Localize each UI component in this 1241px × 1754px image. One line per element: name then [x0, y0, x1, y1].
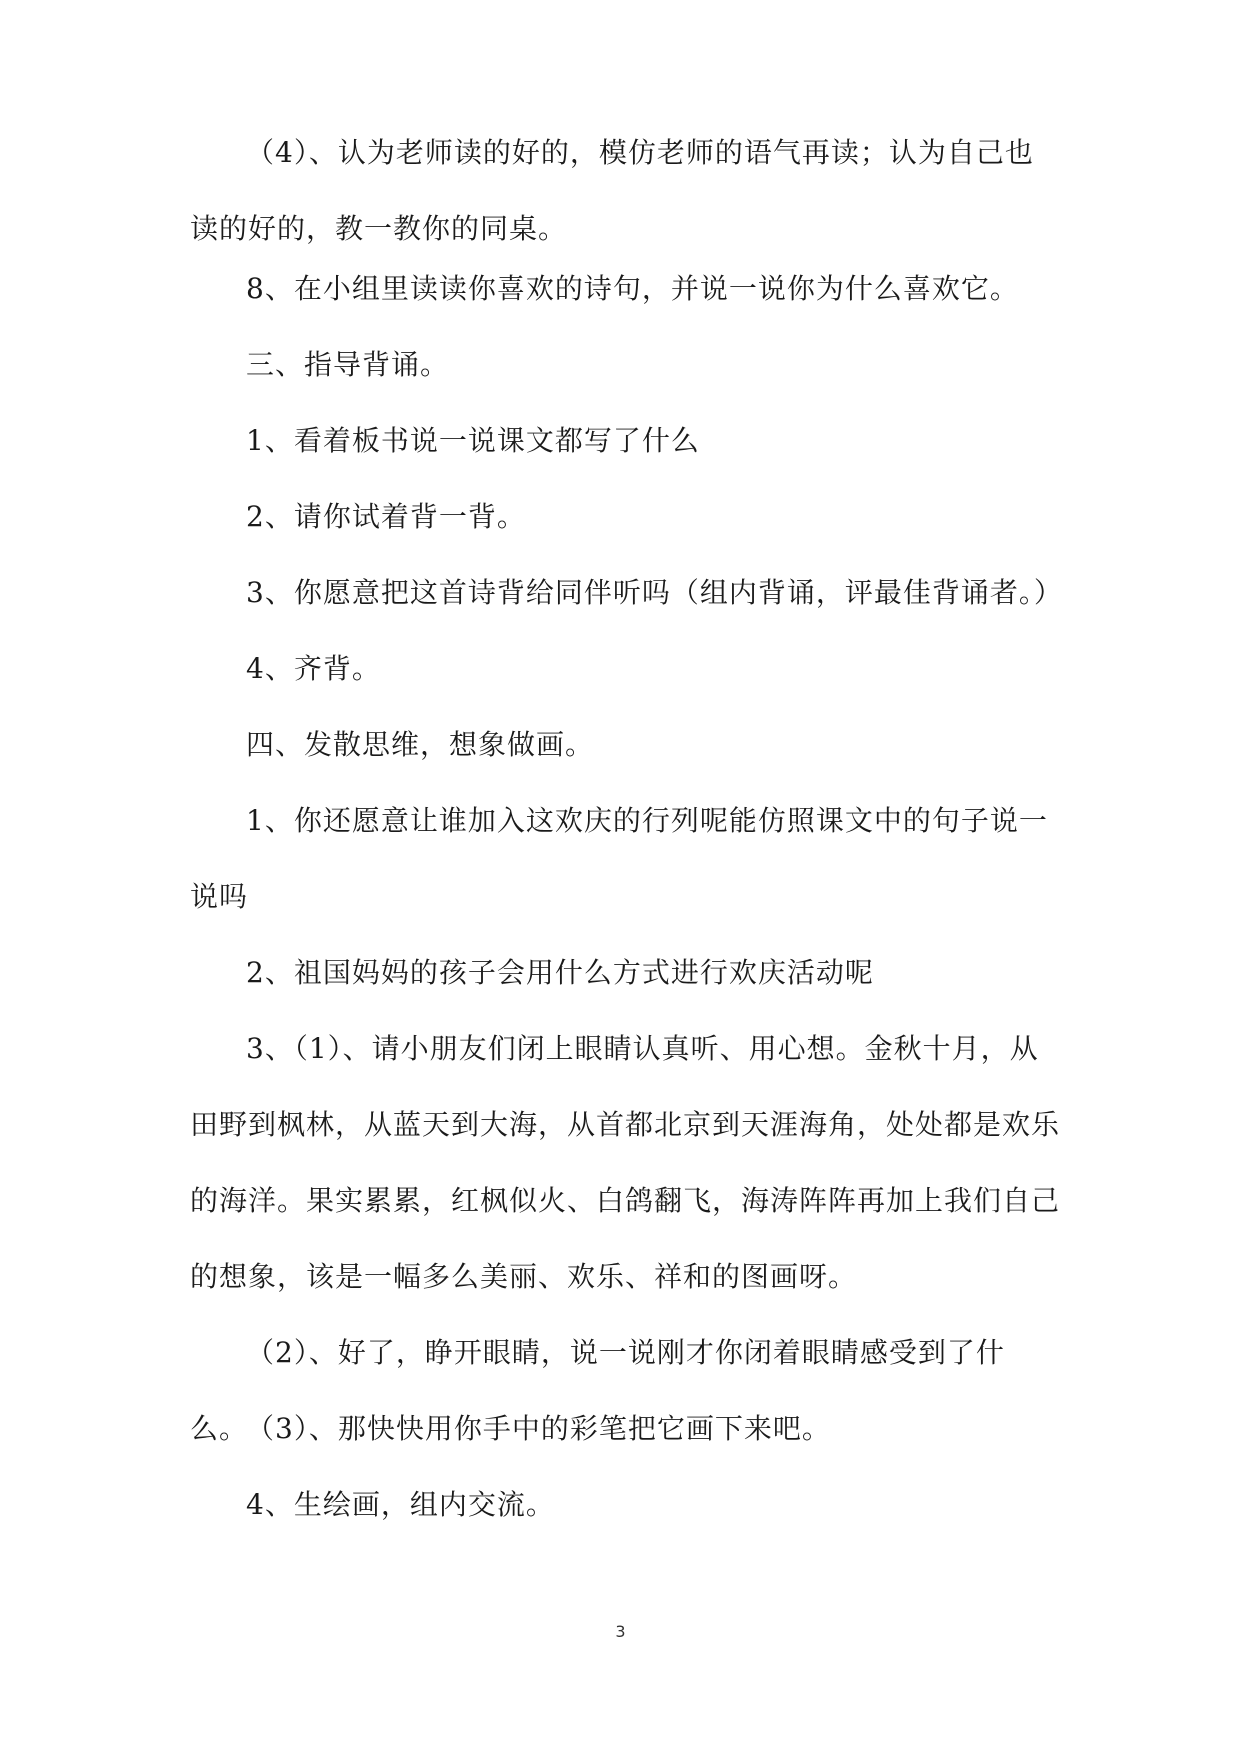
paragraph: 1、看着板书说一说课文都写了什么: [246, 424, 700, 457]
paragraph: 8、在小组里读读你喜欢的诗句，并说一说你为什么喜欢它。: [246, 272, 1019, 305]
paragraph: 四、发散思维，想象做画。: [246, 728, 595, 761]
paragraph: （3）、那快快用你手中的彩笔把它画下来吧。: [246, 1412, 831, 1445]
paragraph: 1、你还愿意让谁加入这欢庆的行列呢能仿照课文中的句子说一说吗: [190, 804, 1048, 913]
paragraph: （2）、好了，睁开眼睛，说一说刚才你闭着眼睛感受到了什么。: [190, 1336, 1005, 1445]
paragraph: 2、祖国妈妈的孩子会用什么方式进行欢庆活动呢: [246, 956, 874, 989]
paragraph: 3、（1）、请小朋友们闭上眼睛认真听、用心想。金秋十月，从田野到枫林，从蓝天到大海，从首都北京到天涯海角，处处都是欢乐的海洋。果实累累，红枫似火、白鸽翻飞，海涛阵阵再加上我们自己的想象，该是一幅多么美丽、欢乐、祥和的图画呀。: [190, 1032, 1061, 1293]
paragraph: 三、指导背诵。: [246, 348, 450, 381]
page-number: 3: [615, 1622, 626, 1641]
paragraph: （4）、认为老师读的好的，模仿老师的语气再读；认为自己也读的好的，教一教你的同桌。: [190, 136, 1034, 245]
paragraph: 4、生绘画，组内交流。: [246, 1488, 555, 1521]
paragraph: 2、请你试着背一背。: [246, 500, 526, 533]
paragraph: 3、你愿意把这首诗背给同伴听吗（组内背诵，评最佳背诵者。）: [246, 576, 1063, 609]
paragraph: 4、齐背。: [246, 652, 381, 685]
